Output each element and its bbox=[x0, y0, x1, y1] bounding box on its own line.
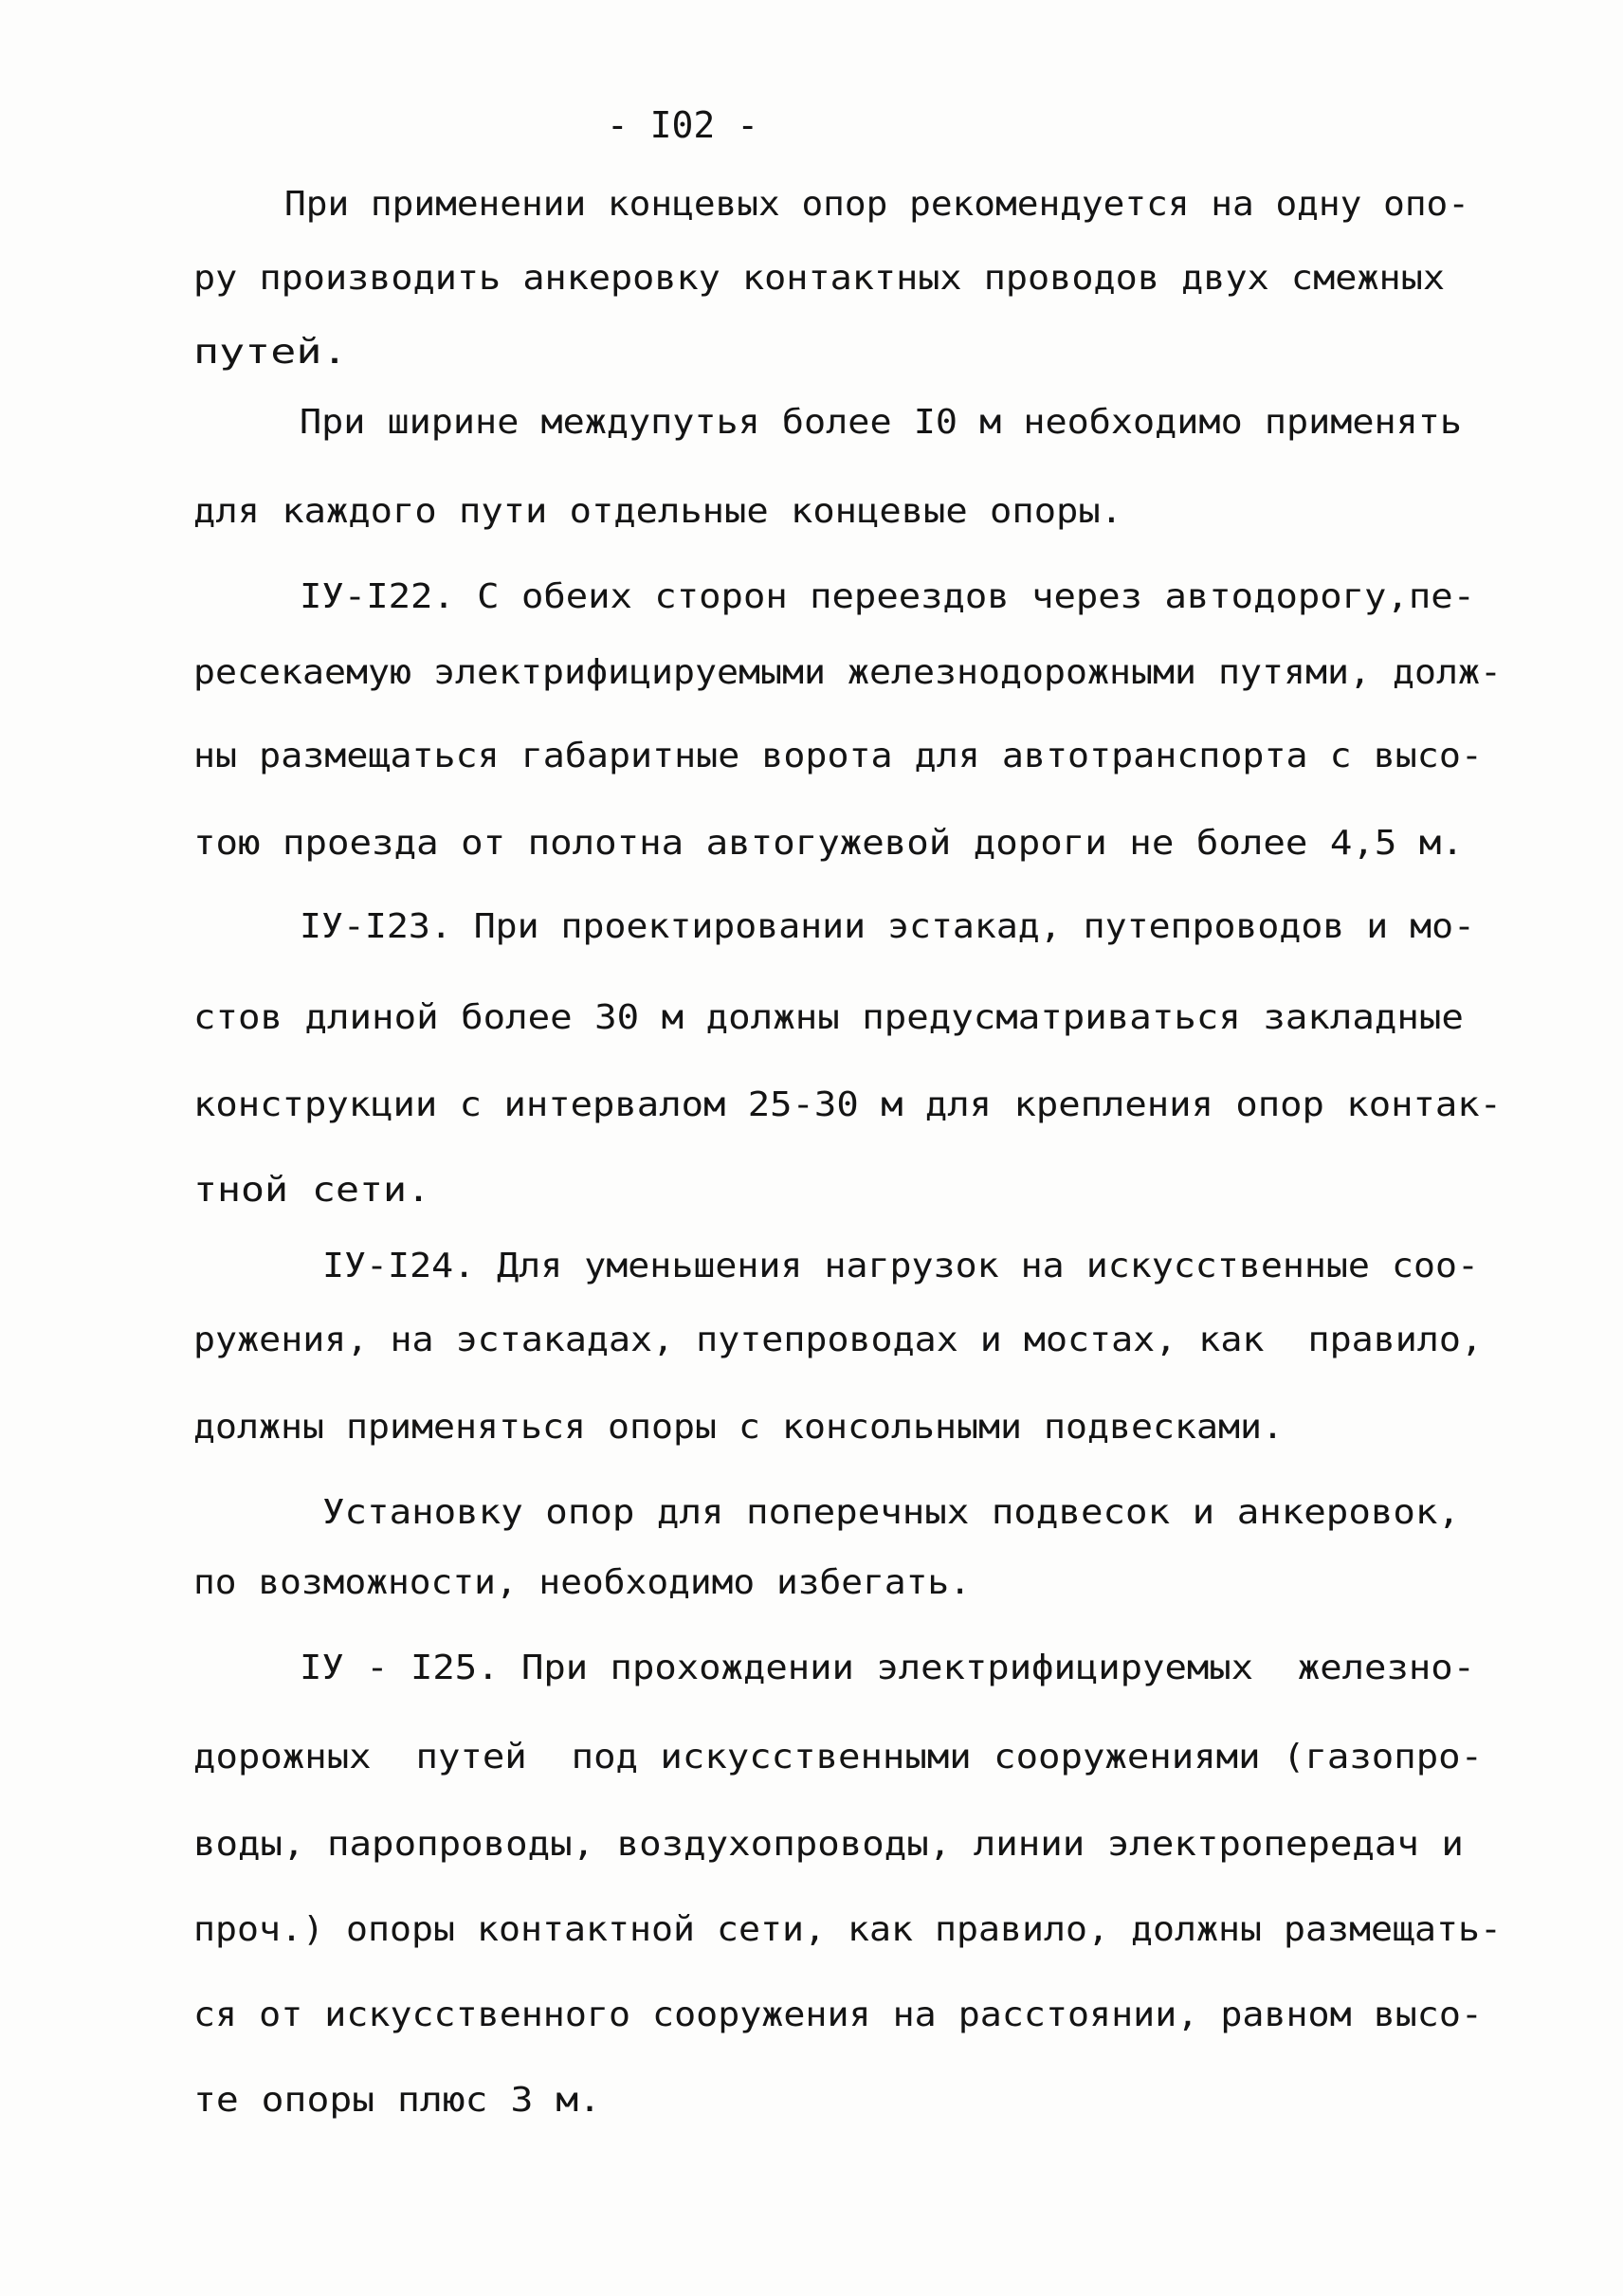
text-line: ружения, на эстакадах, путепроводах и мостах, как правило, bbox=[193, 1321, 1483, 1359]
text-line: по возможности, необходимо избегать. bbox=[193, 1563, 971, 1602]
text-line: IУ-I23. При проектировании эстакад, путепроводов и мо- bbox=[300, 907, 1476, 946]
text-line: IУ-I22. С обеих сторон переездов через автодорогу,пе- bbox=[300, 577, 1476, 616]
text-line: воды, паропроводы, воздухопроводы, линии электропередач и bbox=[193, 1825, 1464, 1864]
page-number: - I02 - bbox=[606, 104, 759, 146]
text-line: стов длиной более 30 м должны предусматриваться закладные bbox=[193, 998, 1464, 1037]
text-line: IУ - I25. При прохождении электрифицируемых железно- bbox=[300, 1649, 1476, 1687]
text-line: ресекаемую электрифицируемыми железнодорожными путями, долж- bbox=[193, 653, 1503, 692]
text-line: дорожных путей под искусственными сооружениями (газопро- bbox=[193, 1738, 1484, 1777]
text-line: Установку опор для поперечных подвесок и анкеровок, bbox=[322, 1493, 1460, 1532]
text-line: При применении концевых опор рекомендуется на одну опо- bbox=[284, 185, 1469, 224]
text-line: проч.) опоры контактной сети, как правило, должны размещать- bbox=[193, 1910, 1503, 1949]
text-line: При ширине междупутья более I0 м необходимо применять bbox=[300, 403, 1463, 442]
text-line: должны применяться опоры с консольными подвесками. bbox=[193, 1408, 1285, 1447]
text-line: путей. bbox=[193, 333, 348, 372]
text-line: ся от искусственного сооружения на расстоянии, равном высо- bbox=[193, 1995, 1483, 2034]
text-line: IУ-I24. Для уменьшения нагрузок на искусственные соо- bbox=[322, 1247, 1480, 1285]
text-line: конструкции с интервалом 25-30 м для крепления опор контак- bbox=[193, 1085, 1503, 1124]
text-line: для каждого пути отдельные концевые опоры. bbox=[193, 492, 1123, 531]
text-line: ны размещаться габаритные ворота для автотранспорта с высо- bbox=[193, 737, 1483, 775]
text-line: тою проезда от полотна автогужевой дороги не более 4,5 м. bbox=[193, 824, 1464, 863]
text-line: тной сети. bbox=[193, 1171, 430, 1210]
text-line: те опоры плюс 3 м. bbox=[193, 2081, 602, 2120]
text-line: ру производить анкеровку контактных проводов двух смежных bbox=[193, 259, 1446, 298]
